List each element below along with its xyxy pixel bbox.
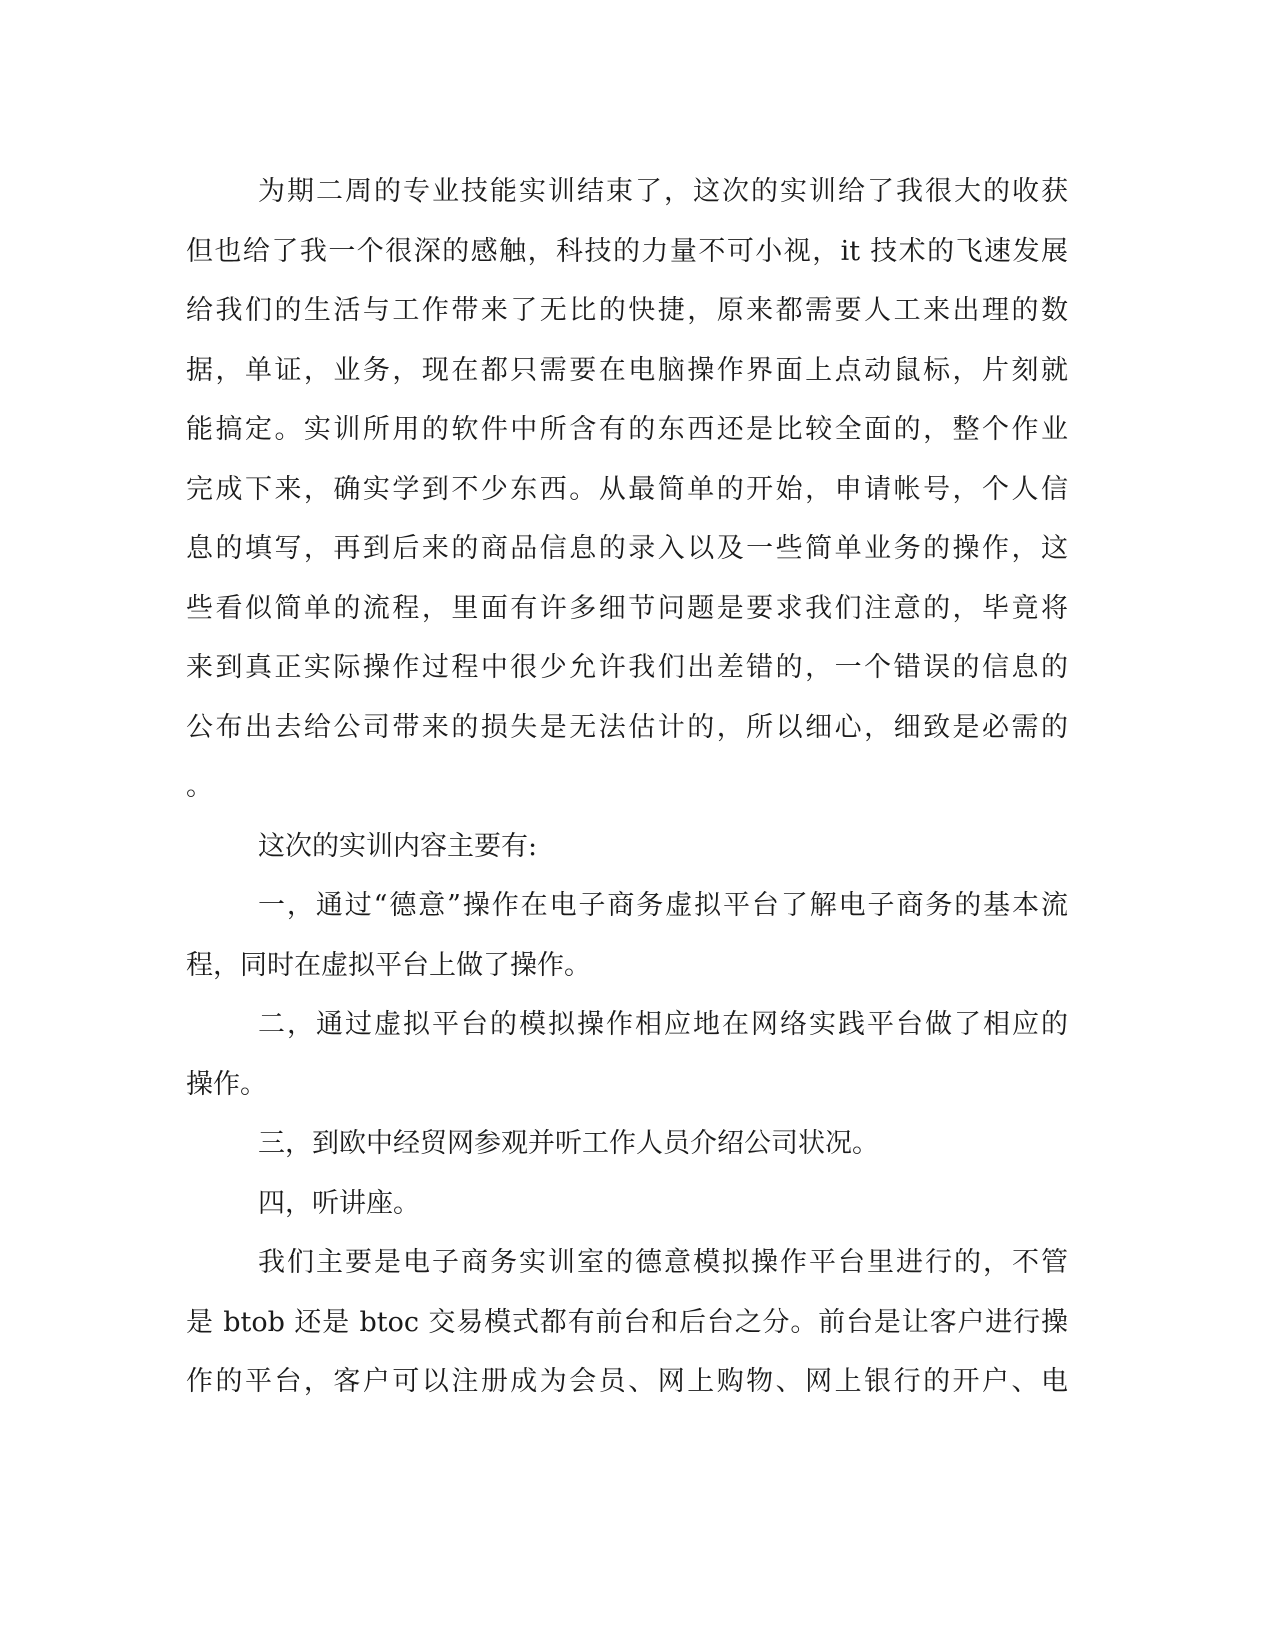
section-intro-line: 这次的实训内容主要有:: [258, 830, 538, 862]
text-line: 能搞定。实训所用的软件中所含有的东西还是比较全面的，整个作业: [186, 414, 1068, 445]
text-line: 作的平台，客户可以注册成为会员、网上购物、网上银行的开户、电: [186, 1366, 1068, 1397]
document-body: [186, 162, 1068, 1412]
list-item-four: 四，听讲座。: [258, 1187, 420, 1219]
text-line: 据，单证，业务，现在都只需要在电脑操作界面上点动鼠标，片刻就: [186, 354, 1068, 386]
text-line: 但也给了我一个很深的感触，科技的力量不可小视，it 技术的飞速发展: [186, 235, 1068, 267]
list-item-three: 三，到欧中经贸网参观并听工作人员介绍公司状况。: [258, 1128, 879, 1159]
text-line: 公布出去给公司带来的损失是无法估计的，所以细心，细致是必需的: [186, 711, 1068, 743]
text-line: 我们主要是电子商务实训室的德意模拟操作平台里进行的，不管: [258, 1247, 1068, 1278]
text-line: 完成下来，确实学到不少东西。从最简单的开始，申请帐号，个人信: [186, 473, 1068, 505]
text-line: 是 btob 还是 btoc 交易模式都有前台和后台之分。前台是让客户进行操: [186, 1306, 1068, 1338]
text-line: 为期二周的专业技能实训结束了，这次的实训给了我很大的收获: [258, 176, 1068, 207]
text-line: 息的填写，再到后来的商品信息的录入以及一些简单业务的操作，这: [186, 533, 1068, 564]
text-line: 。: [186, 771, 213, 802]
list-item-one: 一，通过“德意”操作在电子商务虚拟平台了解电子商务的基本流: [258, 890, 1068, 921]
text-line: 操作。: [186, 1068, 267, 1100]
list-item-two: 二，通过虚拟平台的模拟操作相应地在网络实践平台做了相应的: [258, 1009, 1068, 1040]
text-line: 给我们的生活与工作带来了无比的快捷，原来都需要人工来出理的数: [186, 295, 1068, 326]
text-line: 程，同时在虚拟平台上做了操作。: [186, 949, 591, 981]
text-line: 来到真正实际操作过程中很少允许我们出差错的，一个错误的信息的: [186, 652, 1068, 683]
text-line: 些看似简单的流程，里面有许多细节问题是要求我们注意的，毕竟将: [186, 592, 1068, 624]
